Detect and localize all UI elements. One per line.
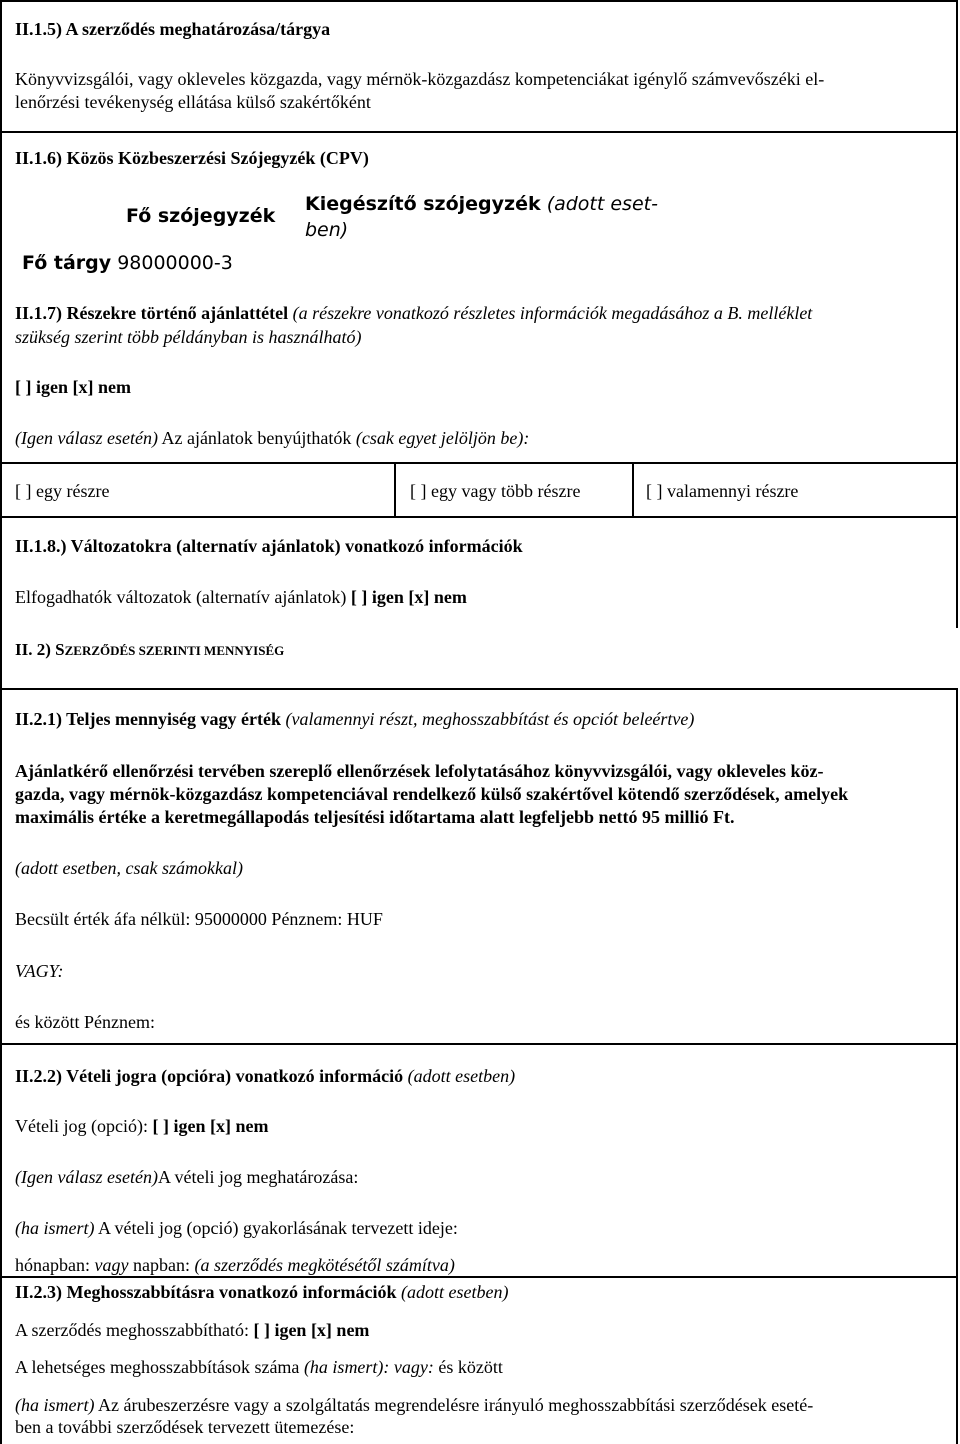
main-object-code: 98000000-3 [117, 252, 233, 274]
divider-parts-top [0, 462, 958, 464]
contract-description-line2: lenőrzési tevékenység ellátása külső szakértőként [15, 92, 371, 112]
if-yes-text: Az ajánlatok benyújthatók [161, 428, 352, 448]
heading-222-bold: II.2.2) Vételi jogra (opcióra) vonatkozó információ [15, 1066, 404, 1086]
heading-223-ital: (adott esetben) [401, 1282, 509, 1302]
frame-right-lower [956, 688, 958, 1444]
divider-parts-col1 [394, 462, 396, 518]
divider-quantity-top [0, 688, 958, 690]
option-row [15, 1115, 268, 1137]
divider-cpv [0, 131, 958, 133]
supp-vocab-bold: Kiegészítő szójegyzék [305, 193, 541, 215]
option-definition [15, 1166, 358, 1188]
heading-117-ital1: (a részekre vonatkozó részletes információk megadásához a B. melléklet [292, 303, 813, 323]
sched-ital: (ha ismert) [15, 1395, 95, 1415]
heading-2-prefix: II. 2) S [15, 640, 65, 659]
count-ital: (ha ismert): vagy: [303, 1357, 434, 1377]
heading-222-ital: (adott esetben) [407, 1066, 516, 1086]
parts-if-yes [15, 427, 529, 449]
heading-117-bold: II.1.7) Részekre történő ajánlattétel [15, 303, 289, 323]
numbers-only-note: (adott esetben, csak számokkal) [15, 858, 243, 878]
main-object-row [22, 252, 233, 274]
variants-row [15, 586, 467, 608]
sched-text1: Az árubeszerzésre vagy a szolgáltatás megrendelésre irányuló meghosszabbítási szerződések eseté- [98, 1395, 814, 1415]
heading-223-bold: II.2.3) Meghosszabbításra vonatkozó információk [15, 1282, 397, 1302]
if-yes-ital2: (csak egyet jelöljön be): [355, 428, 530, 448]
or-ital: vagy [94, 1255, 129, 1275]
quantity-desc-line3: maximális értéke a keretmegállapodás teljesítési időtartama alatt legfeljebb nettó 95 millió Ft. [15, 807, 735, 827]
variants-text: Elfogadhatók változatok (alternatív ajánlatok) [15, 587, 347, 607]
option-duration [15, 1254, 455, 1276]
divider-option [0, 1043, 958, 1045]
supp-vocab-ital2: ben) [305, 219, 349, 241]
months-label: hónapban: [15, 1255, 90, 1275]
frame-right [956, 0, 958, 628]
divider-parts-col2 [632, 462, 634, 518]
quantity-desc-line2: gazda, vagy mérnök-közgazdász kompetenciával rendelkező külső szakértővel kötendő szerződések, amelyek [15, 784, 849, 804]
extension-text: A szerződés meghosszabbítható: [15, 1320, 249, 1340]
parts-option-all: [ ] valamennyi részre [646, 481, 799, 501]
days-ital: (a szerződés megkötésétől számítva) [194, 1255, 455, 1275]
days-label: napban: [132, 1255, 190, 1275]
section-heading-117 [15, 302, 812, 324]
section-heading-118: II.1.8.) Változatokra (alternatív ajánlatok) vonatkozó információk [15, 536, 523, 556]
if-yes-ital: (Igen válasz esetén) [15, 428, 158, 448]
quantity-desc-line1: Ajánlatkérő ellenőrzési tervében szereplő ellenőrzések lefolytatásához könyvvizsgálói, vagy okleveles köz- [15, 761, 824, 781]
supp-vocab-ital1: (adott eset- [546, 193, 658, 215]
frame-left [0, 0, 2, 1444]
range-label: és között Pénznem: [15, 1012, 155, 1032]
estimated-value: Becsült érték áfa nélkül: 95000000 Pénznem: HUF [15, 909, 383, 929]
section-heading-116: II.1.6) Közös Közbeszerzési Szójegyzék (CPV) [15, 148, 369, 168]
section-heading-115: II.1.5) A szerződés meghatározása/tárgya [15, 19, 331, 39]
heading-221-ital: (valamennyi részt, meghosszabbítást és opciót beleértve) [285, 709, 695, 729]
parts-choice: [ ] igen [x] nem [15, 377, 131, 397]
heading-221-bold: II.2.1) Teljes mennyiség vagy érték [15, 709, 281, 729]
supp-vocab-label [305, 193, 658, 215]
divider-parts-bottom [0, 516, 958, 518]
or-label: VAGY: [15, 961, 64, 981]
option-time-text: A vételi jog (opció) gyakorlásának tervezett ideje: [98, 1218, 458, 1238]
extension-row [15, 1319, 369, 1341]
variants-choice: [ ] igen [x] nem [350, 587, 467, 607]
count-rest: és között [438, 1357, 503, 1377]
option-time-ital: (ha ismert) [15, 1218, 95, 1238]
count-text: A lehetséges meghosszabbítások száma [15, 1357, 300, 1377]
option-text: Vételi jog (opció): [15, 1116, 148, 1136]
option-def-ital: (Igen válasz esetén) [15, 1167, 158, 1187]
parts-option-one: [ ] egy részre [15, 481, 110, 501]
option-time [15, 1217, 458, 1239]
option-def-text: A vételi jog meghatározása: [157, 1167, 359, 1187]
section-heading-222 [15, 1065, 515, 1087]
section-heading-2 [15, 639, 284, 662]
main-object-label: Fő tárgy [22, 252, 112, 274]
heading-2-sc: ZERZŐDÉS SZERINTI MENNYISÉG [64, 643, 285, 658]
contract-description-line1: Könyvvizsgálói, vagy okleveles közgazda, vagy mérnök-közgazdász kompetenciákat igénylő számvevőszéki el- [15, 69, 825, 89]
heading-117-ital2: szükség szerint több példányban is használható) [15, 327, 362, 347]
section-heading-221 [15, 708, 694, 730]
extension-schedule-line1 [15, 1394, 813, 1416]
divider-top [0, 0, 958, 2]
divider-extension [0, 1276, 958, 1278]
extension-count [15, 1356, 503, 1378]
extension-choice: [ ] igen [x] nem [253, 1320, 370, 1340]
extension-schedule-line2: ben a további szerződések tervezett ütemezése: [15, 1417, 355, 1437]
section-heading-223 [15, 1281, 508, 1303]
main-vocab-label: Fő szójegyzék [126, 205, 276, 227]
option-choice: [ ] igen [x] nem [152, 1116, 269, 1136]
parts-option-several: [ ] egy vagy több részre [410, 481, 581, 501]
